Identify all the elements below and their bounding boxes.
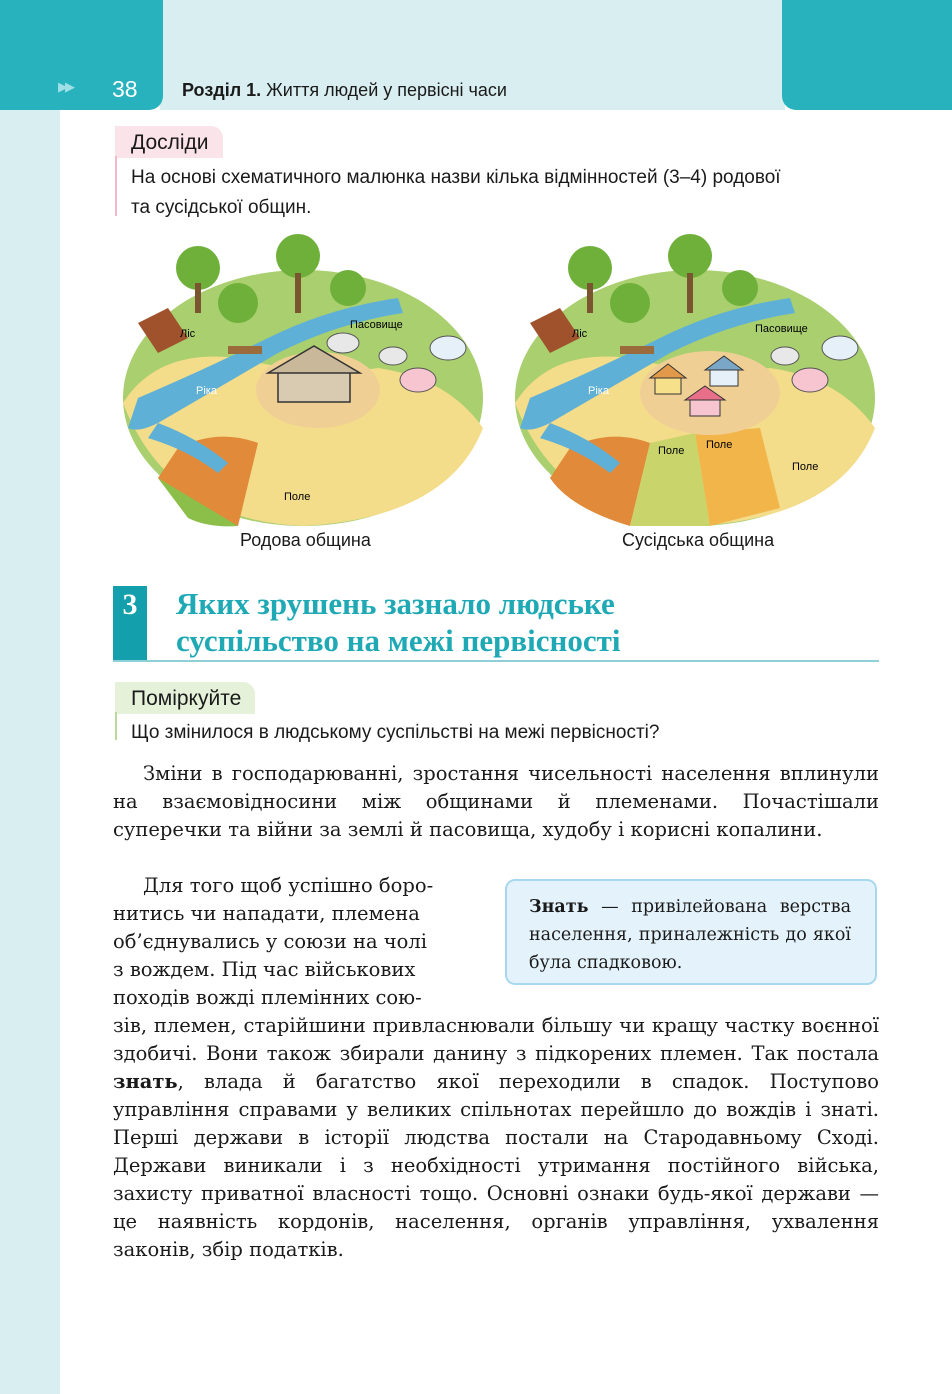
forest-label: Ліс (180, 328, 196, 340)
section-heading-line: суспільство на межі первісності (176, 623, 621, 658)
key-term: знать (113, 1070, 178, 1093)
definition-text: — привілейована верства населення, приналежність до якої була спадковою. (529, 897, 851, 973)
research-text (131, 163, 781, 223)
double-arrow-icon: ▶▶ (58, 80, 72, 95)
research-label: Досліди (115, 126, 223, 158)
river-label: Ріка (588, 385, 609, 397)
paragraph-line: з вождем. Під час військових (113, 958, 416, 981)
page-tab (0, 0, 163, 110)
paragraph-text: зів, племен, старійшини привласнювали більшу чи кращу частку воєнної здобичі. Вони також збирали данину з підкорених племен. Так постала (113, 1014, 879, 1065)
clan-community-illustration (118, 228, 488, 530)
page-number: 38 (112, 76, 138, 102)
section-label: Розділ 1. (182, 80, 262, 100)
field-label: Поле (284, 491, 311, 503)
field-label: Поле (706, 439, 733, 451)
section-rule (113, 660, 879, 662)
definition-term: Знать (529, 897, 589, 917)
paragraph-text: , влада й багатство якої переходили в спадок. Поступово управління справами у великих спільнотах перейшло до вождів і знаті. Перші держави в історії людства постали на Стародавньому Сході. Держави виникали і з необхідності утримання постійного війська, захисту приватної власності тощо. Основні ознаки будь-якої держави — це наявність кордонів, населення, органів управління, ухвалення законів, збір податків. (113, 1070, 879, 1261)
definition-box (505, 879, 877, 985)
corner-tab (782, 0, 952, 110)
left-caption: Родова община (240, 530, 371, 550)
research-text-line: На основі схематичного малюнка назви кілька відмінностей (3–4) родової (131, 167, 781, 188)
paragraph-line: Для того щоб успішно боро- (143, 874, 434, 897)
right-caption: Сусідська община (622, 530, 775, 550)
section-heading-line: Яких зрушень зазнало людське (176, 586, 615, 621)
forest-label: Ліс (572, 328, 588, 340)
paragraph-line: походів вожді племінних сою- (113, 986, 422, 1009)
research-text-line: та сусідської общин. (131, 197, 312, 218)
river-label: Ріка (196, 385, 217, 397)
think-label: Поміркуйте (115, 682, 255, 714)
side-strip (0, 0, 60, 1394)
pasture-label: Пасовище (350, 319, 403, 331)
paragraph-2-rest (113, 1012, 879, 1264)
research-rule (115, 156, 117, 216)
section-heading (176, 585, 620, 659)
field-label: Поле (658, 445, 685, 457)
paragraph-2-start (113, 872, 479, 1012)
section-number: 3 (113, 586, 147, 662)
think-text: Що змінилося в людському суспільстві на межі первісності? (131, 722, 660, 743)
think-rule (115, 712, 117, 740)
paragraph-1: Зміни в господарюванні, зростання чисельності населення вплинули на взаємовідносини між общинами й племенами. Почастішали суперечки та війни за землі й пасовища, худобу і корисні копалини. (113, 762, 879, 841)
paragraph-line: об’єднувались у союзи на чолі (113, 930, 428, 953)
running-head (182, 80, 507, 101)
pasture-label: Пасовище (755, 323, 808, 335)
field-label: Поле (792, 461, 819, 473)
section-title: Життя людей у первісні часи (266, 80, 507, 100)
paragraph-line: нитись чи нападати, племена (113, 902, 420, 925)
neighbour-community-illustration (510, 228, 880, 530)
